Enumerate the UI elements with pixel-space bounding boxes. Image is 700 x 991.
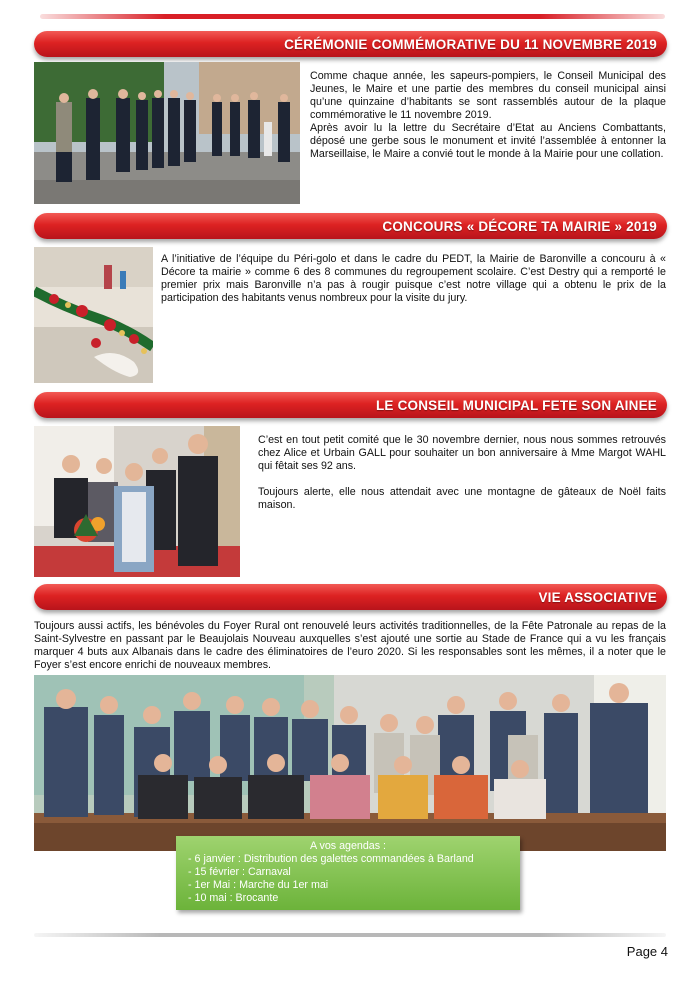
section-text-vie-associative bbox=[34, 620, 666, 672]
section-text-ceremonie bbox=[310, 70, 666, 161]
section-title: CÉRÉMONIE COMMÉMORATIVE DU 11 NOVEMBRE 2019 bbox=[284, 36, 657, 52]
agenda-item: - 15 février : Carnaval bbox=[184, 866, 512, 879]
agenda-list bbox=[184, 853, 512, 905]
section-banner-ceremonie bbox=[34, 31, 667, 57]
paragraph: Toujours aussi actifs, les bénévoles du Foyer Rural ont renouvelé leurs activités traditionnelles, de la Fête Patronale au repas de la Saint-Sylvestre en passant par le Beaujolais Nouveau auxquelles s’est ajouté une sortie au Stade de France qui a vu les français marquer 4 buts aux Albanais dans le cadre des éliminatoires de l’euro 2020. Si les responsables sont les mêmes, il a noter que le Foyer s’est encore enrichi de nouveaux membres. bbox=[34, 620, 666, 671]
paragraph: Après avoir lu la lettre du Secrétaire d’Etat au Anciens Combattants, déposé une gerbe sous le monument et invité l’assemblée à entonner la Marseillaise, le Maire a convié tout le monde à la Mairie pour une collation. bbox=[310, 122, 666, 160]
photo-ceremonie bbox=[34, 62, 300, 204]
paragraph: C’est en tout petit comité que le 30 novembre dernier, nous nous sommes retrouvés chez Alice et Urbain GALL pour souhaiter un bon anniversaire à Mme Margot WAHL qui fêtait ses 92 ans. bbox=[258, 434, 666, 472]
section-text-concours bbox=[161, 253, 666, 305]
bottom-divider bbox=[34, 933, 666, 937]
agenda-item: - 10 mai : Brocante bbox=[184, 892, 512, 905]
agenda-item: - 6 janvier : Distribution des galettes commandées à Barland bbox=[184, 853, 512, 866]
section-title: VIE ASSOCIATIVE bbox=[538, 589, 657, 605]
section-banner-concours bbox=[34, 213, 667, 239]
paragraph: Comme chaque année, les sapeurs-pompiers, le Conseil Municipal des Jeunes, le Maire et une partie des membres du conseil municipal ainsi qu’une quinzaine d’habitants se sont rassemblés autour de la plaque commémorative le 11 novembre 2019. bbox=[310, 70, 666, 121]
section-banner-vie-associative bbox=[34, 584, 667, 610]
agenda-title: A vos agendas : bbox=[309, 840, 387, 852]
page-number: Page 4 bbox=[626, 944, 668, 959]
section-title: LE CONSEIL MUNICIPAL FETE SON AINEE bbox=[375, 397, 657, 413]
photo-anniversaire bbox=[34, 426, 240, 577]
section-title: CONCOURS « DÉCORE TA MAIRIE » 2019 bbox=[382, 218, 657, 234]
photo-decore-mairie bbox=[34, 247, 153, 383]
top-divider bbox=[40, 14, 665, 19]
paragraph: A l’initiative de l’équipe du Péri-golo et dans le cadre du PEDT, la Mairie de Baronville a concouru à « Décore ta mairie » comme 6 des 8 communes du regroupement scolaire. C’est Destry qui a remporté le premier prix mais Baronville n’a pas à rougir puisque c’est notre village qui a obtenu le prix de la participation des habitants venus nombreux pour la visite du jury. bbox=[161, 253, 666, 304]
section-text-conseil bbox=[258, 434, 666, 512]
paragraph: Toujours alerte, elle nous attendait avec une montagne de gâteaux de Noël faits maison. bbox=[258, 486, 666, 511]
photo-foyer-rural bbox=[34, 675, 666, 851]
agenda-box bbox=[176, 836, 520, 910]
section-banner-conseil bbox=[34, 392, 667, 418]
agenda-item: - 1er Mai : Marche du 1er mai bbox=[184, 879, 512, 892]
